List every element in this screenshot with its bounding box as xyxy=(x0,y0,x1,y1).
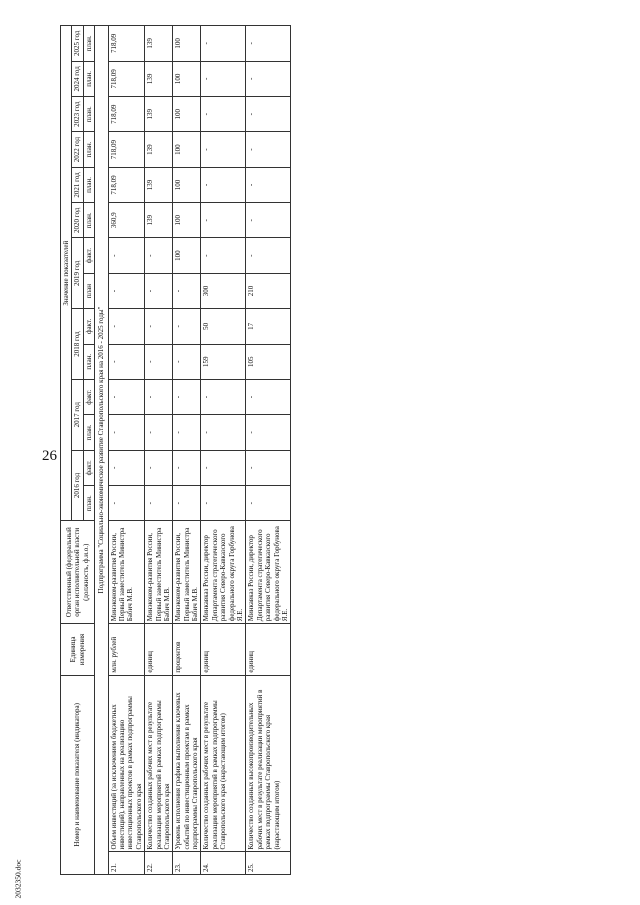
row-value: 105 xyxy=(246,344,291,379)
row-responsible: Минэконом-развития России, Первый заместитель Министра Бабич М.В. xyxy=(108,521,145,624)
row-number: 23. xyxy=(173,852,201,875)
header-year: 2016 год xyxy=(72,450,83,521)
row-indicator: Объем инвестиций (за исключением бюджетных инвестиций), направленных на реализацию инвестиционных проектов в рамках подпрограммы Ставропольского края xyxy=(108,675,145,852)
row-value: 159 xyxy=(201,344,246,379)
row-number: 22. xyxy=(145,852,173,875)
row-value: - xyxy=(246,97,291,132)
row-unit: млн. рублей xyxy=(108,624,145,675)
row-value: - xyxy=(246,26,291,62)
row-responsible: Минэконом-развития России, Первый заместитель Министра Бабич М.В. xyxy=(145,521,173,624)
row-unit: единиц xyxy=(201,624,246,675)
row-value: - xyxy=(201,203,246,238)
header-year: 2021 год xyxy=(72,167,83,202)
header-year: 2020 год xyxy=(72,203,83,238)
row-indicator: Уровень исполнения графика выполнения ключевых событий по инвестиционным проектам в рамках подпрограммы Ставропольского края xyxy=(173,675,201,852)
row-value: - xyxy=(246,379,291,414)
row-value: - xyxy=(201,167,246,202)
row-value: 100 xyxy=(173,61,201,96)
row-value: - xyxy=(246,485,291,520)
row-value: - xyxy=(145,309,173,344)
row-responsible: Минэконом-развития России, Первый заместитель Министра Бабич М.В. xyxy=(173,521,201,624)
row-value: - xyxy=(145,238,173,273)
row-value: - xyxy=(173,344,201,379)
row-value: 718,09 xyxy=(108,132,145,167)
row-value: - xyxy=(246,238,291,273)
row-value: - xyxy=(173,415,201,450)
header-plan: план. xyxy=(83,203,94,238)
rotated-table-container xyxy=(60,25,550,875)
subprogram-title: Подпрограмма "Социально-экономическое развитие Ставропольского края на 2016 - 2025 годы" xyxy=(95,26,108,875)
row-value: - xyxy=(201,238,246,273)
row-value: 718,09 xyxy=(108,26,145,62)
header-unit: Единица измерения xyxy=(61,624,95,675)
row-value: - xyxy=(201,415,246,450)
row-value: - xyxy=(246,132,291,167)
row-value: 360,9 xyxy=(108,203,145,238)
row-value: - xyxy=(145,379,173,414)
row-value: - xyxy=(145,344,173,379)
row-value: 100 xyxy=(173,26,201,62)
header-indicator: Номер и наименование показателя (индикатора) xyxy=(61,675,95,874)
header-fact: факт. xyxy=(83,309,94,344)
row-value: 139 xyxy=(145,61,173,96)
footer-filename: 2032350.doc xyxy=(13,859,23,899)
row-unit: единиц xyxy=(145,624,173,675)
table-row xyxy=(108,26,145,875)
header-plan: план xyxy=(83,273,94,308)
header-year: 2019 год xyxy=(72,238,83,309)
row-value: - xyxy=(145,450,173,485)
row-value: - xyxy=(246,203,291,238)
header-plan: план. xyxy=(83,97,94,132)
row-value: 139 xyxy=(145,97,173,132)
row-number: 21. xyxy=(108,852,145,875)
row-unit: процентов xyxy=(173,624,201,675)
table-row xyxy=(201,26,246,875)
header-fact: факт. xyxy=(83,238,94,273)
row-responsible: Минкавказ России, директор Департамента стратегического развития Северо-Кавказского федерального округа Горбунова Я.Е. xyxy=(246,521,291,624)
row-value: - xyxy=(246,415,291,450)
row-indicator: Количество созданных рабочих мест в результате реализации мероприятий в рамках подпрограммы Ставропольского края (нарастающим итогом) xyxy=(201,675,246,852)
header-plan: план. xyxy=(83,415,94,450)
row-value: 718,09 xyxy=(108,61,145,96)
row-value: - xyxy=(108,273,145,308)
row-value: - xyxy=(145,273,173,308)
header-fact: факт. xyxy=(83,379,94,414)
table-body xyxy=(95,26,291,875)
row-value: - xyxy=(173,309,201,344)
row-unit: единиц xyxy=(246,624,291,675)
row-value: - xyxy=(201,26,246,62)
header-year: 2024 год xyxy=(72,61,83,96)
header-plan: план. xyxy=(83,61,94,96)
row-value: - xyxy=(108,344,145,379)
row-value: - xyxy=(201,485,246,520)
row-indicator: Количество созданных рабочих мест в результате реализации мероприятий в рамках подпрограммы Ставропольского края xyxy=(145,675,173,852)
row-value: - xyxy=(108,238,145,273)
row-value: - xyxy=(108,415,145,450)
row-value: 139 xyxy=(145,26,173,62)
row-value: - xyxy=(173,273,201,308)
row-value: 100 xyxy=(173,167,201,202)
row-value: 210 xyxy=(246,273,291,308)
row-value: - xyxy=(173,485,201,520)
row-value: - xyxy=(108,379,145,414)
row-value: - xyxy=(173,379,201,414)
header-fact: факт. xyxy=(83,450,94,485)
header-values: Значение показателей xyxy=(61,26,72,521)
row-value: 17 xyxy=(246,309,291,344)
row-value: - xyxy=(246,167,291,202)
row-number: 24. xyxy=(201,852,246,875)
page-number: 26 xyxy=(42,448,57,464)
row-value: - xyxy=(173,450,201,485)
row-value: 300 xyxy=(201,273,246,308)
header-responsible: Ответственный (федеральный орган исполнительной власти (должность, ф.и.о.) xyxy=(61,521,95,624)
header-year: 2022 год xyxy=(72,132,83,167)
row-responsible: Минкавказ России, директор Департамента стратегического развития Северо-Кавказского федерального округа Горбунова Я.Е. xyxy=(201,521,246,624)
row-value: - xyxy=(108,485,145,520)
row-value: - xyxy=(246,61,291,96)
row-value: - xyxy=(145,415,173,450)
header-year: 2017 год xyxy=(72,379,83,450)
header-plan: план. xyxy=(83,26,94,62)
row-value: - xyxy=(201,450,246,485)
header-plan: план. xyxy=(83,167,94,202)
row-value: - xyxy=(145,485,173,520)
row-indicator: Количество созданных высокопроизводительных рабочих мест в результате реализации мероприятий в рамках подпрограммы Ставропольского края (нарастающим итогом) xyxy=(246,675,291,852)
row-value: 718,09 xyxy=(108,97,145,132)
row-value: 718,09 xyxy=(108,167,145,202)
header-plan: план. xyxy=(83,132,94,167)
indicators-table xyxy=(60,25,291,875)
table-row xyxy=(246,26,291,875)
row-value: - xyxy=(108,309,145,344)
row-value: 100 xyxy=(173,238,201,273)
header-year: 2023 год xyxy=(72,97,83,132)
header-year: 2018 год xyxy=(72,309,83,380)
row-value: - xyxy=(201,132,246,167)
row-value: - xyxy=(201,61,246,96)
row-value: - xyxy=(201,97,246,132)
row-value: - xyxy=(201,379,246,414)
header-plan: план. xyxy=(83,485,94,520)
row-value: 139 xyxy=(145,167,173,202)
row-value: 50 xyxy=(201,309,246,344)
row-value: 100 xyxy=(173,97,201,132)
row-value: 139 xyxy=(145,132,173,167)
header-year: 2025 год xyxy=(72,26,83,62)
row-value: 139 xyxy=(145,203,173,238)
row-number: 25. xyxy=(246,852,291,875)
header-plan: план. xyxy=(83,344,94,379)
table-row xyxy=(173,26,201,875)
table-row xyxy=(145,26,173,875)
row-value: 100 xyxy=(173,203,201,238)
row-value: - xyxy=(108,450,145,485)
row-value: - xyxy=(246,450,291,485)
row-value: 100 xyxy=(173,132,201,167)
